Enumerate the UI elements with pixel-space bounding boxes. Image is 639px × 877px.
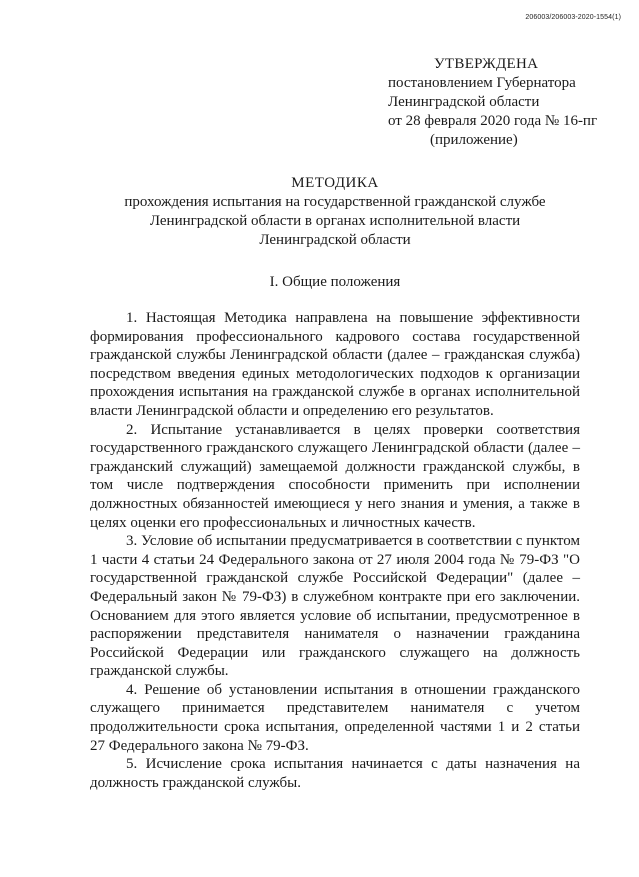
heading-line-3: Ленинградской области <box>259 232 411 248</box>
heading-line-1: прохождения испытания на государственной гражданской службе <box>124 194 546 210</box>
heading-line-2: Ленинградской области в органах исполнительной власти <box>149 213 521 229</box>
paragraph: 4. Решение об установлении испытания в отношении гражданского служащего принимается представителем нанимателя с учетом продолжительности срока испытания, определенной частями 1 и 2 статьи 27 Федерального закона № 79-ФЗ. <box>90 681 580 754</box>
approval-line-4: (приложение) <box>430 132 518 148</box>
section-title: I. Общие положения <box>269 274 401 290</box>
paragraph: 5. Исчисление срока испытания начинается с даты назначения на должность гражданской службы. <box>90 756 580 791</box>
approval-stamp <box>388 55 628 150</box>
paragraph: 1. Настоящая Методика направлена на повышение эффективности формирования профессионального кадрового состава государственной гражданской службы Ленинградской области (далее – гражданская служба) посредством введения единых методологических подходов к организации прохождения испытания на гражданской службе в органах исполнительной власти Ленинградской области и определению его результатов. <box>90 310 580 419</box>
approval-line-2: Ленинградской области <box>388 94 540 110</box>
document-heading <box>90 174 580 250</box>
document-body <box>90 309 580 792</box>
approval-line-3: от 28 февраля 2020 года № 16-пг <box>388 113 598 129</box>
approval-title: УТВЕРЖДЕНА <box>434 56 539 72</box>
paragraph: 2. Испытание устанавливается в целях проверки соответствия государственного гражданского служащего Ленинградской области (далее – гражданский служащий) замещаемой должности гражданской службы, в том числе подтверждения способности применить при исполнении должностных обязанностей имеющиеся у него знания и умения, а также в целях оценки его профессиональных и личностных качеств. <box>90 421 580 531</box>
approval-line-1: постановлением Губернатора <box>388 75 576 91</box>
document-title: МЕТОДИКА <box>291 175 379 191</box>
document-id: 206003/206003-2020-1554(1) <box>525 14 621 21</box>
paragraph: 3. Условие об испытании предусматривается в соответствии с пунктом 1 части 4 статьи 24 Федерального закона от 27 июля 2004 года № 79-ФЗ "О государственной гражданской службе Российской Федерации" (далее – Федеральный закон № 79-ФЗ) в служебном контракте при его заключении. Основанием для этого является условие об испытании, предусмотренное в распоряжении представителя нанимателя о назначении гражданина Российской Федерации или гражданского служащего на должность гражданской службы. <box>90 533 580 680</box>
